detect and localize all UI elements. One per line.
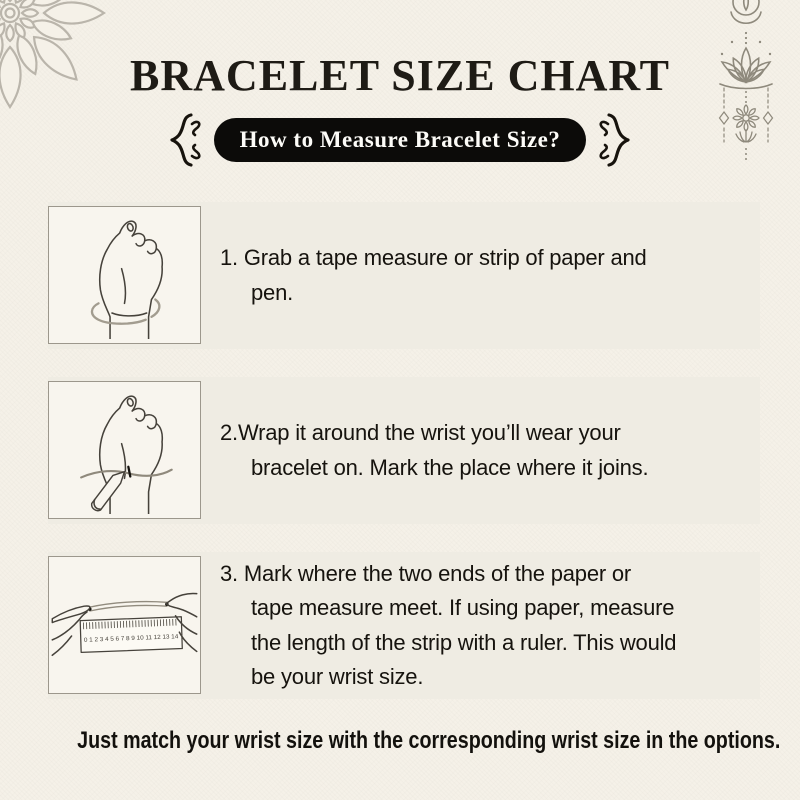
step2-line1: 2.Wrap it around the wrist you’ll wear your (220, 420, 621, 445)
step3-line1: 3. Mark where the two ends of the paper or (220, 560, 632, 586)
step1-line2: pen. (251, 279, 294, 305)
step-row-2 (48, 377, 760, 524)
steps-list (48, 202, 760, 727)
flourish-brace-right-icon (599, 111, 635, 169)
flourish-brace-left-icon (165, 111, 201, 169)
step1-image-frame (48, 206, 201, 344)
footer-note (0, 727, 800, 755)
step3-line4: be your wrist size. (251, 664, 424, 689)
step3-image-frame (48, 556, 201, 694)
step-row-3 (48, 552, 760, 699)
page-title: BRACELET SIZE CHART (130, 51, 670, 100)
hands-with-ruler-illustration (51, 559, 198, 689)
step2-line2: bracelet on. Mark the place where it joins. (251, 454, 649, 480)
badge-how-to-measure: How to Measure Bracelet Size? (214, 118, 587, 162)
footer-note-text: Just match your wrist size with the corresponding wrist size in the options. (77, 727, 781, 754)
step3-text (220, 552, 758, 699)
hand-with-loop-illustration (51, 209, 198, 339)
step-row-1 (48, 202, 760, 349)
step2-image-frame (48, 381, 201, 519)
subtitle-badge-row (0, 114, 800, 166)
ruler-numbers: 0 1 2 3 4 5 6 7 8 9 10 11 12 13 14 (83, 634, 175, 644)
step3-line2: tape measure meet. If using paper, measure (251, 595, 675, 620)
step1-text (220, 202, 758, 349)
step3-line3: the length of the strip with a ruler. This would (251, 629, 677, 655)
step2-text (220, 377, 758, 524)
hand-with-pen-illustration (51, 384, 198, 514)
step1-line1: 1. Grab a tape measure or strip of paper and (220, 245, 647, 270)
